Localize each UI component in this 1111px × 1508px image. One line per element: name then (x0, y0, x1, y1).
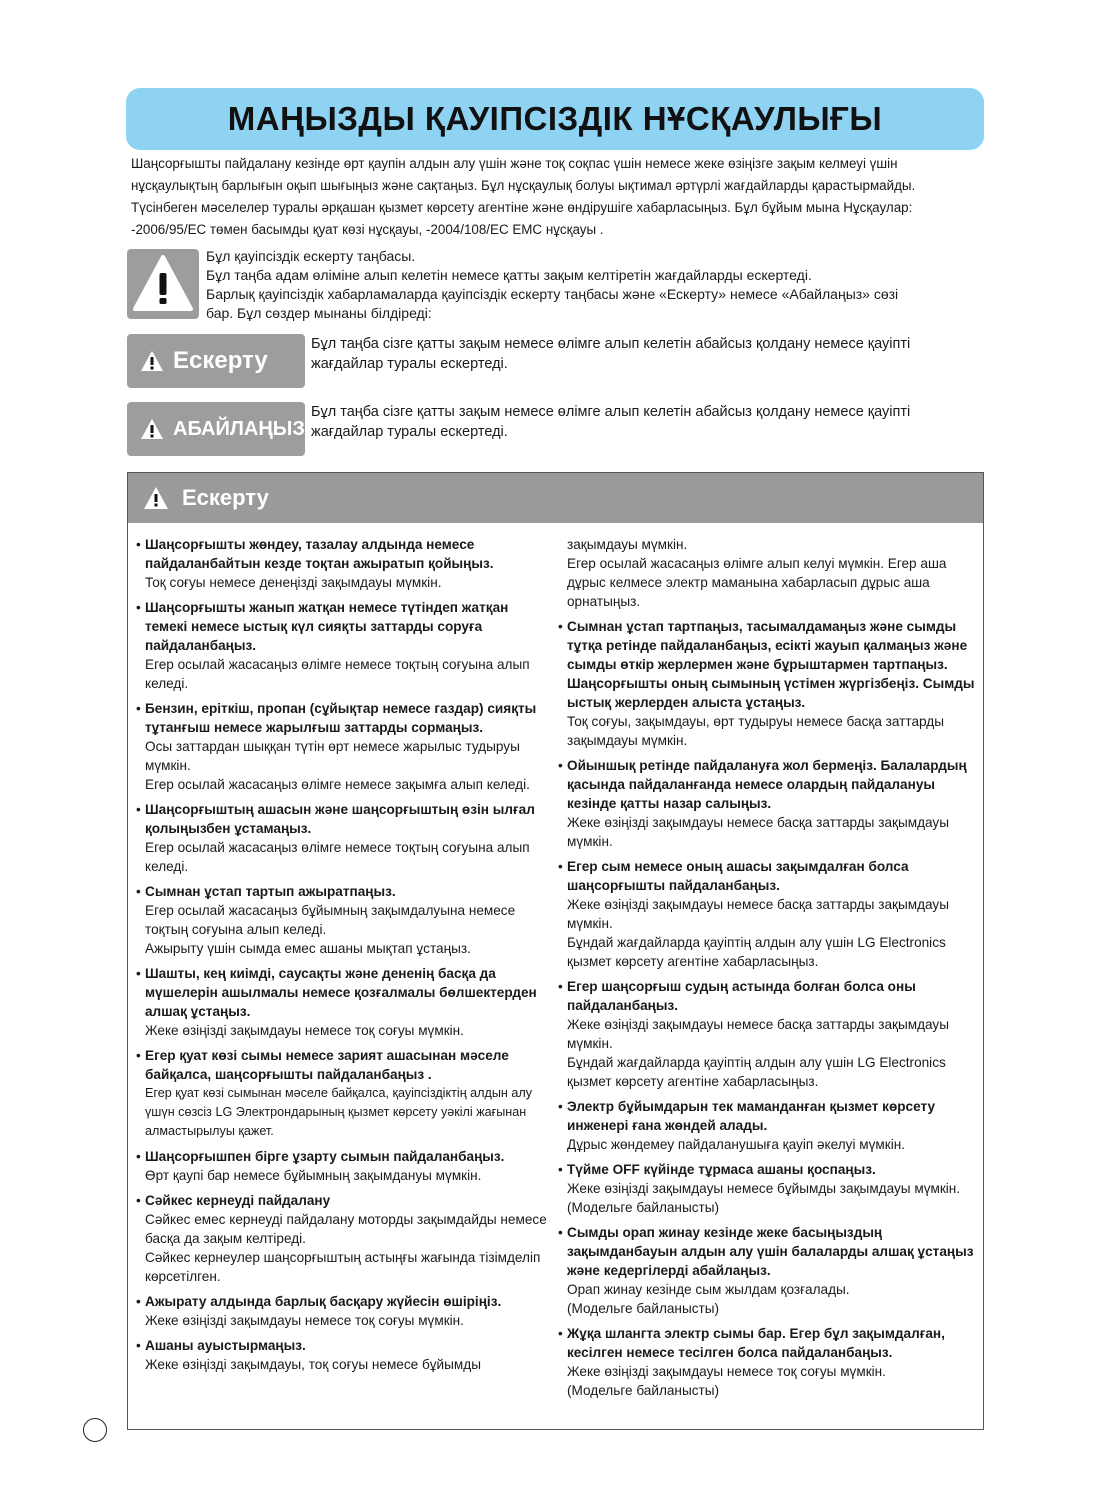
warning-item-title: Егер сым немесе оның ашасы зақымдалған болса шаңсорғышты пайдаланбаңыз. (567, 859, 909, 893)
warning-item-text: Орап жинау кезінде сым жылдам қозғалады. (567, 1282, 850, 1297)
page-number-circle (83, 1418, 107, 1442)
warning-section-header (128, 473, 983, 523)
warning-triangle-icon (127, 249, 199, 319)
bullet: • (136, 600, 141, 615)
warning-item-text: Дұрыс жөндемеу пайдаланушыға қауіп әкелуі мүмкін. (567, 1137, 906, 1152)
warning-item-continuation (558, 535, 976, 611)
warning-item-text: Жеке өзіңізді зақымдауы немесе басқа заттарды зақымдауы мүмкін. (567, 897, 949, 931)
warning-item (558, 857, 976, 971)
warning-label-badge (127, 334, 305, 388)
warning-column-left (136, 535, 548, 1380)
bullet: • (558, 619, 563, 634)
warning-label-desc: Бұл таңба сізге қатты зақым немесе өлімге алып келетін абайсыз қолдану немесе қауіпті жағдайлар туралы ескертеді. (311, 336, 911, 372)
warning-item (136, 1292, 548, 1330)
page-title: МАҢЫЗДЫ ҚАУІПСІЗДІК НҰСҚАУЛЫҒЫ (227, 100, 883, 137)
warning-item (136, 1191, 548, 1286)
warning-item-text: Егер осылай жасасаңыз өлімге немесе зақымға алып келеді. (145, 777, 530, 792)
warning-item-title: Шаңсорғыштың ашасын және шаңсорғыштың өзін ылғал қолыңызбен ұстамаңыз. (145, 802, 535, 836)
bullet: • (136, 884, 141, 899)
warning-item (136, 1336, 548, 1374)
warning-item-text: Егер осылай жасасаңыз бұйымның зақымдалуына немесе тоқтың соғуына алып келеді. (145, 903, 516, 937)
warning-item-title: Жұқа шлангта электр сымы бар. Егер бұл зақымдалған, кесілген немесе тесілген болса пайдаланбаңыз. (567, 1326, 945, 1360)
safety-line: Бұл таңба адам өліміне алып келетін немесе қатты зақым келтіретін жағдайларды ескертеді. (206, 267, 812, 283)
warning-item-title: Сәйкес кернеуді пайдалану (145, 1193, 331, 1208)
warning-item-title: Шаңсорғышты жанып жатқан немесе түтіндеп жатқан темекі немесе ыстық күл сияқты заттарды соруға пайдаланбаңыз. (145, 600, 509, 653)
bullet: • (558, 1326, 563, 1341)
warning-item (558, 1097, 976, 1154)
intro-line: Шаңсорғышты пайдалану кезінде өрт қаупін алдын алу үшін және тоқ соқпас үшін немесе жеке өзіңізге зақым келмеуі үшін (131, 156, 898, 171)
warning-item (136, 800, 548, 876)
warning-item-text: Тоқ соғуы, зақымдауы, өрт тудыруы немесе басқа заттарды зақымдауы мүмкін. (567, 714, 944, 748)
warning-item-title: Егер шаңсорғыш судың астында болған болса оны пайдаланбаңыз. (567, 979, 916, 1013)
warning-label-text: Ескерту (173, 347, 268, 374)
warning-item-text: (Модельге байланысты) (567, 1301, 720, 1316)
warning-item-text: Өрт қаупі бар немесе бұйымның зақымдануы мүмкін. (145, 1168, 482, 1183)
warning-column-right (558, 535, 976, 1406)
warning-item-text: Жеке өзіңізді зақымдауы немесе басқа заттарды зақымдауы мүмкін. (567, 815, 949, 849)
warning-item-text: Ажырыту үшін сымда емес ашаны мықтап ұстаңыз. (145, 941, 471, 956)
bullet: • (136, 1149, 141, 1164)
bullet: • (136, 802, 141, 817)
bullet: • (558, 1162, 563, 1177)
warning-item-title: Шаңсорғышпен бірге ұзарту сымын пайдаланбаңыз. (145, 1149, 505, 1164)
warning-item-text: Жеке өзіңізді зақымдауы немесе тоқ соғуы мүмкін. (145, 1023, 464, 1038)
warning-triangle-icon (139, 417, 165, 441)
warning-item-title: Ашаны ауыстырмаңыз. (145, 1338, 306, 1353)
caution-label-desc: Бұл таңба сізге қатты зақым немесе өлімге алып келетін абайсыз қолдану немесе қауіпті жағдайлар туралы ескертеді. (311, 404, 911, 440)
safety-line: Бұл қауіпсіздік ескерту таңбасы. (206, 248, 416, 264)
warning-item (558, 756, 976, 851)
bullet: • (558, 979, 563, 994)
warning-item-title: Ойыншық ретінде пайдалануға жол бермеңіз. Балалардың қасында пайдаланғанда немесе олардың пайдалануы кезінде қатты назар салыңыз. (567, 758, 967, 811)
warning-item (136, 964, 548, 1040)
caution-label-text: АБАЙЛАҢЫЗ (173, 417, 305, 440)
warning-item-title: Сымды орап жинау кезінде жеке басыңыздың зақымданбауын алдын алу үшін балаларды алшақ ұстаңыз және кедергілерді абайлаңыз. (567, 1225, 974, 1278)
warning-item-text: Егер осылай жасасаңыз өлімге немесе тоқтың соғуына алып келеді. (145, 657, 530, 691)
warning-item-text: зақымдауы мүмкін. (567, 537, 688, 552)
bullet: • (136, 966, 141, 981)
warning-item (136, 1046, 548, 1141)
warning-item-title: Егер қуат көзі сымы немесе зарият ашасынан мәселе байқалса, шаңсорғышты пайдаланбаңыз . (145, 1048, 509, 1082)
warning-item-title: Шашты, кең киімді, саусақты және дененің басқа да мүшелерін ашылмалы немесе қозғалмалы бөлшектерден алшақ ұстаңыз. (145, 966, 537, 1019)
warning-item-title: Ажырату алдында барлық басқару жүйесін өшіріңіз. (145, 1294, 502, 1309)
intro-line: Түсінбеген мәселелер туралы әрқашан қызмет көрсету агентіне және өндірушіге хабарласыңыз. Бұл бұйым мына Нұсқаулар: (131, 200, 913, 215)
warning-item-title: Сымнан ұстап тартпаңыз, тасымалдамаңыз және сымды тұтқа ретінде пайдаланбаңыз, есікті жауып қалмаңыз және сымды өткір жерлермен және бұрыштармен тартпаңыз. Шаңсорғышты оның сымының үстімен жүргізбеңіз. Сымды ыстық жерлерден алыста ұстаңыз. (567, 619, 975, 710)
bullet: • (136, 701, 141, 716)
warning-item-title: Электр бұйымдарын тек маманданған қызмет көрсету инженері ғана жөндей алады. (567, 1099, 936, 1133)
bullet: • (558, 1225, 563, 1240)
warning-item-text: Тоқ соғуы немесе денеңізді зақымдауы мүмкін. (145, 575, 442, 590)
warning-item-text: Егер осылай жасасаңыз өлімге алып келуі мүмкін. Егер аша дұрыс келмесе электр маманына хабарласып дұрыс аша орнатыңыз. (567, 556, 947, 609)
bullet: • (136, 537, 141, 552)
safety-symbol-text (206, 247, 986, 323)
bullet: • (136, 1048, 141, 1063)
warning-item-text: Бұндай жағдайларда қауіптің алдын алу үшін LG Electronics қызмет көрсету агентіне хабарласыңыз. (567, 935, 946, 969)
warning-item (136, 1147, 548, 1185)
warning-triangle-icon (139, 349, 165, 373)
warning-item (558, 1223, 976, 1318)
warning-item-text: Бұндай жағдайларда қауіптің алдын алу үшін LG Electronics қызмет көрсету агентіне хабарласыңыз. (567, 1055, 946, 1089)
bullet: • (558, 1099, 563, 1114)
bullet: • (136, 1193, 141, 1208)
warning-item-text: Жеке өзіңізді зақымдауы немесе тоқ соғуы мүмкін. (145, 1313, 464, 1328)
warning-item-text: Осы заттардан шыққан түтін өрт немесе жарылыс тудыруы мүмкін. (145, 739, 520, 773)
warning-item-text: Сәйкес кернеулер шаңсорғыштың астыңғы жағында тізімделіп көрсетілген. (145, 1250, 541, 1284)
intro-paragraph (131, 153, 983, 241)
warning-item-text: Сәйкес емес кернеуді пайдалану моторды зақымдайды немесе басқа да зақым келтіреді. (145, 1212, 547, 1246)
safety-line: бар. Бұл сөздер мынаны білдіреді: (206, 305, 432, 321)
warning-label-row (127, 334, 983, 388)
warning-item (558, 1160, 976, 1217)
bullet: • (136, 1294, 141, 1309)
warning-item (136, 535, 548, 592)
warning-section (127, 472, 984, 1430)
warning-item-text: Жеке өзіңізді зақымдауы немесе басқа заттарды зақымдауы мүмкін. (567, 1017, 949, 1051)
warning-item-title: Түйме OFF күйінде тұрмаса ашаны қоспаңыз. (567, 1162, 876, 1177)
warning-item-text: Жеке өзіңізді зақымдауы немесе бұйымды зақымдауы мүмкін. (Модельге байланысты) (567, 1181, 961, 1215)
bullet: • (558, 758, 563, 773)
intro-line: нұсқаулықтың барлығын оқып шығыңыз және сақтаңыз. Бұл нұсқаулық болуы ықтимал әртүрлі жағдайларды қарастырмайды. (131, 178, 916, 193)
warning-item-title: Сымнан ұстап тартып ажыратпаңыз. (145, 884, 396, 899)
warning-item (136, 882, 548, 958)
warning-item (558, 1324, 976, 1400)
safety-line: Барлық қауіпсіздік хабарламаларда қауіпсіздік ескерту таңбасы және «Ескерту» немесе «Абайлаңыз» сөзі (206, 286, 899, 302)
warning-item-title: Шаңсорғышты жөндеу, тазалау алдында немесе пайдаланбайтын кезде тоқтан ажыратып қойыңыз. (145, 537, 494, 571)
warning-triangle-icon (142, 485, 170, 511)
caution-label-badge (127, 402, 305, 456)
caution-label-row (127, 402, 983, 456)
intro-line: -2006/95/EC төмен басымды қуат көзі нұсқауы, -2004/108/EC EMC нұсқауы . (131, 222, 604, 237)
warning-item-title: Бензин, еріткіш, пропан (сұйықтар немесе газдар) сияқты тұтанғыш немесе жарылғыш заттарды сормаңыз. (145, 701, 537, 735)
warning-item (558, 617, 976, 750)
safety-symbol-block (127, 247, 983, 319)
warning-item-text: Егер осылай жасасаңыз өлімге немесе тоқтың соғуына алып келеді. (145, 840, 530, 874)
warning-item-text: Егер қуат көзі сымынан мәселе байқалса, қауіпсіздіктің алдын алу үшүн сөзсіз LG Электрондарының қызмет көрсету уәкілі жағынан алмастырылуы қажет. (145, 1086, 533, 1138)
warning-item (558, 977, 976, 1091)
warning-item-text: (Модельге байланысты) (567, 1383, 720, 1398)
warning-item (136, 598, 548, 693)
warning-section-title: Ескерту (182, 485, 269, 510)
bullet: • (136, 1338, 141, 1353)
warning-item-text: Жеке өзіңізді зақымдауы немесе тоқ соғуы мүмкін. (567, 1364, 886, 1379)
warning-item-text: Жеке өзіңізді зақымдауы, тоқ соғуы немесе бұйымды (145, 1357, 481, 1372)
warning-item (136, 699, 548, 794)
bullet: • (558, 859, 563, 874)
title-banner (126, 88, 984, 150)
